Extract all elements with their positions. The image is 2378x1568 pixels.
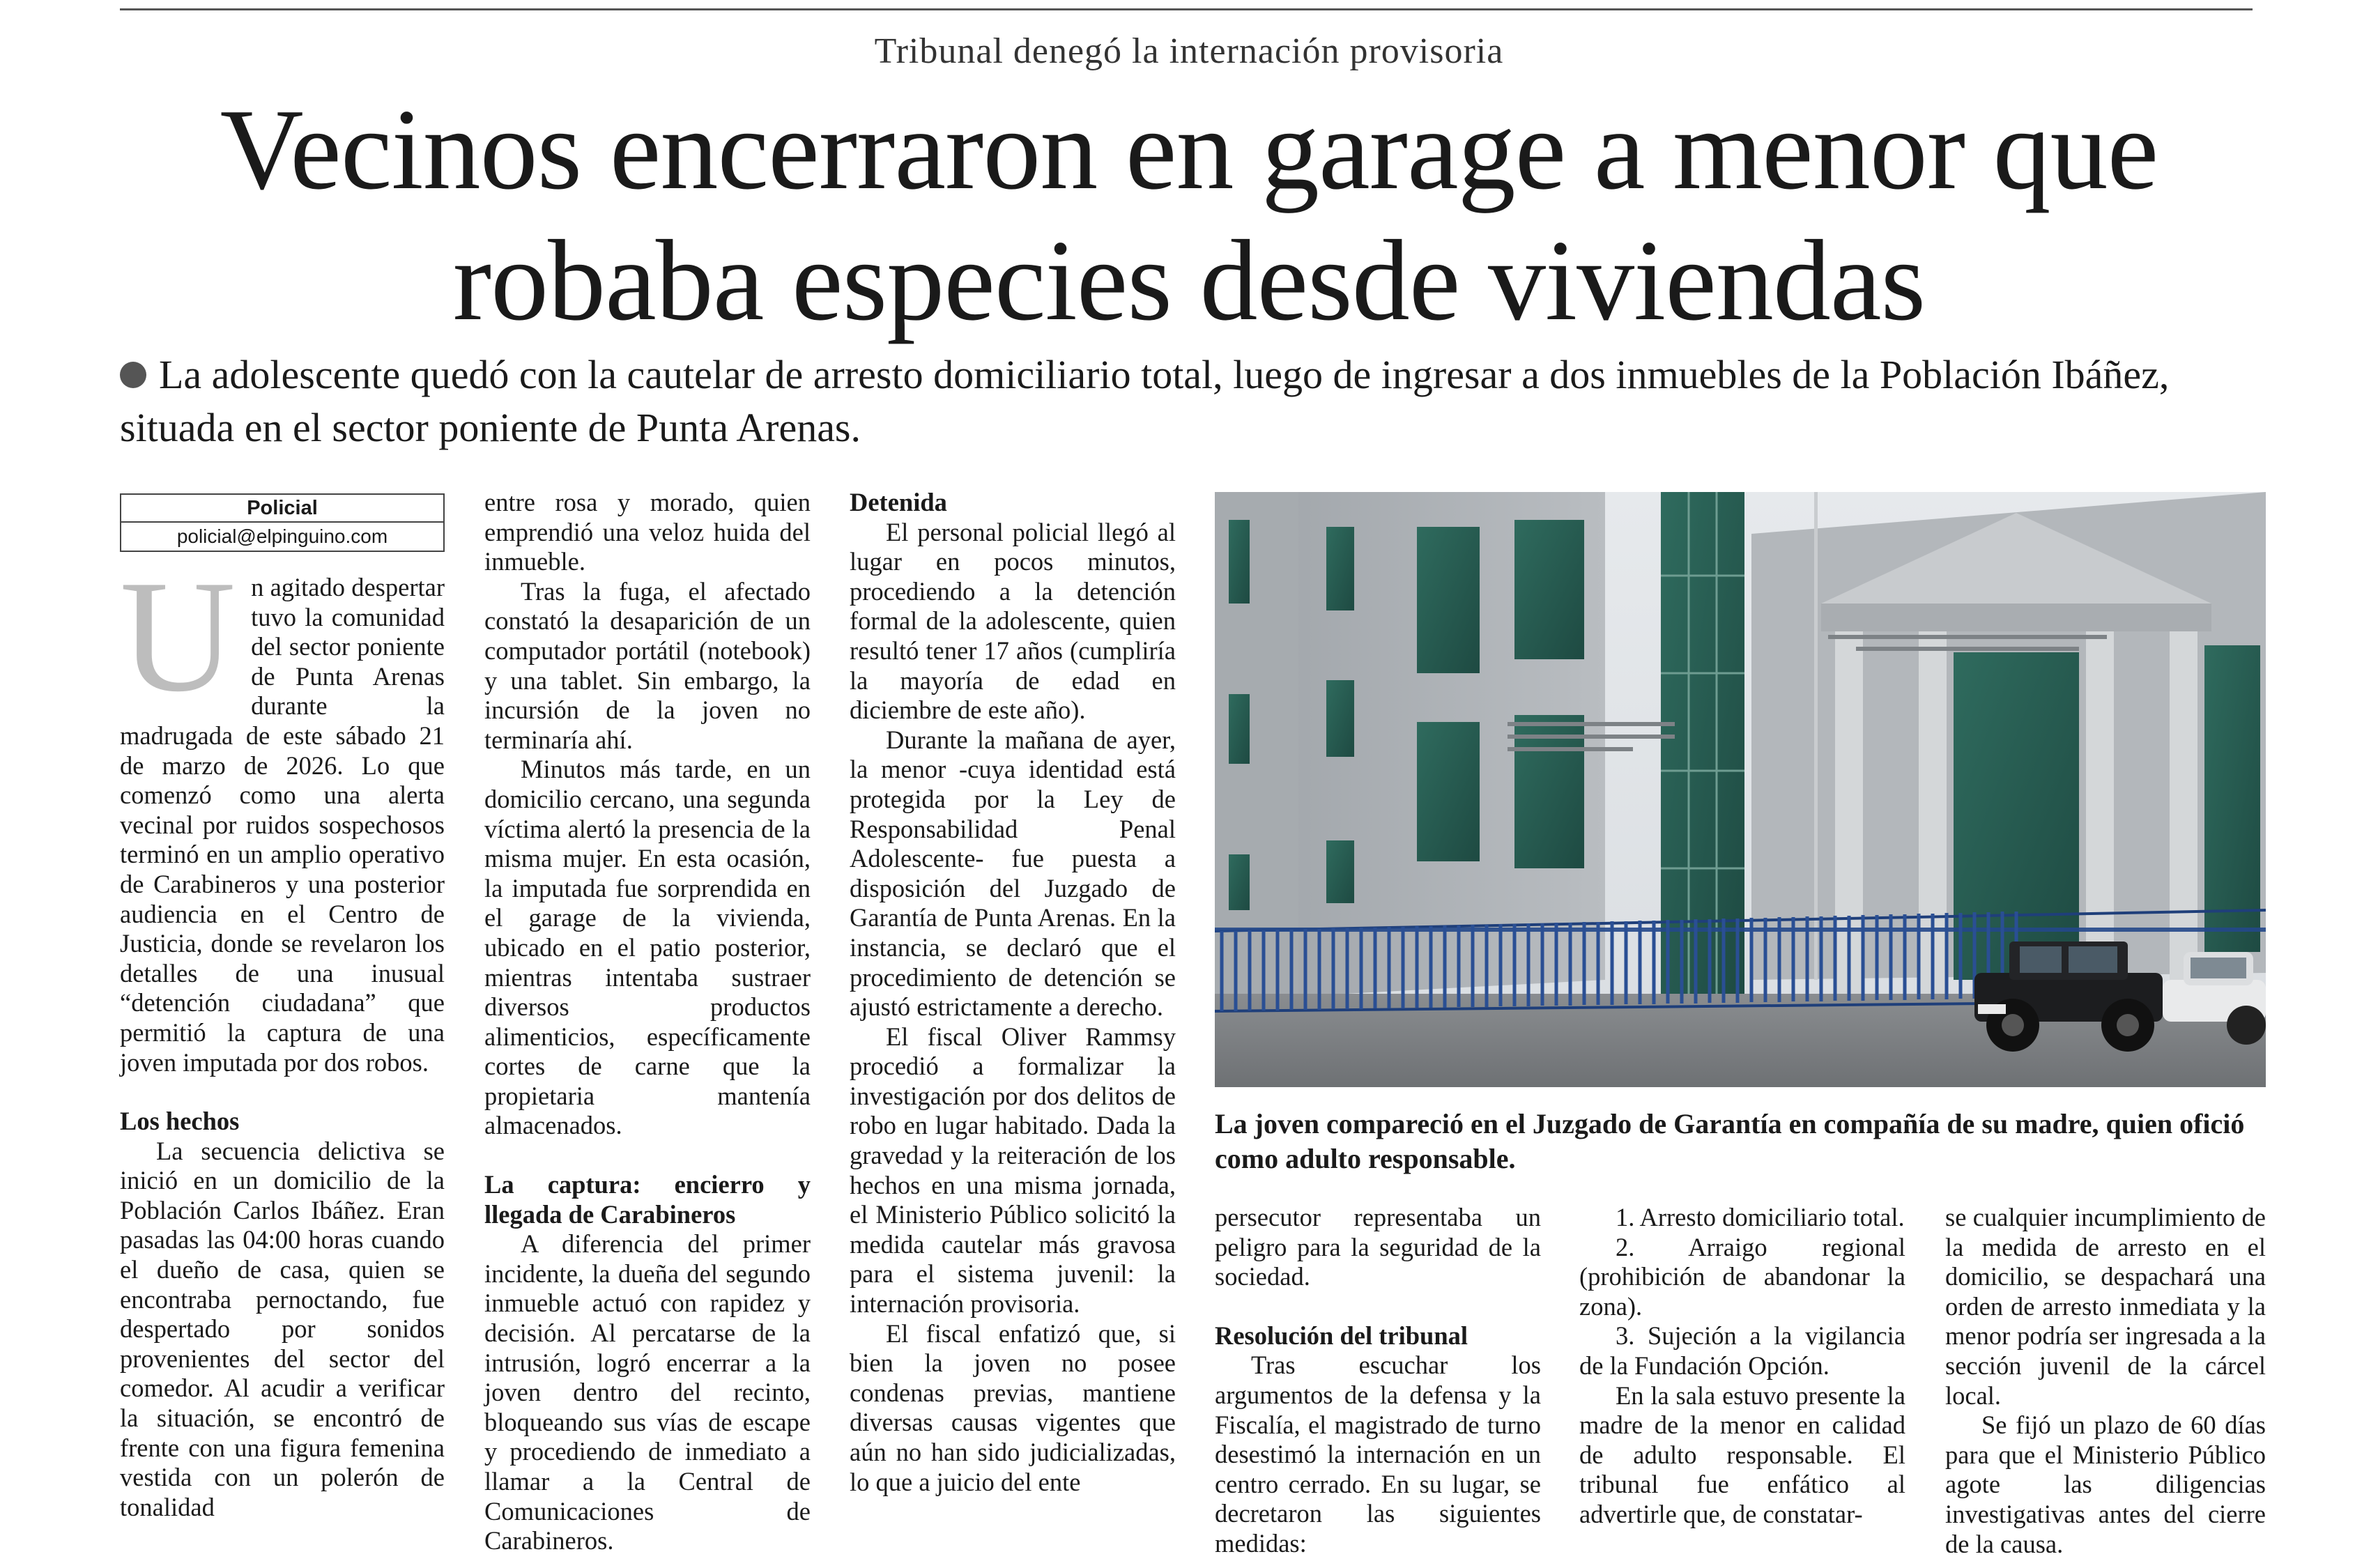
subhead-captura: La captura: encierro y llegada de Carabineros: [484, 1170, 811, 1229]
drop-cap: U: [120, 547, 236, 725]
subhead-resolucion: Resolución del tribunal: [1215, 1321, 1468, 1350]
bullet-icon: [120, 362, 146, 388]
paragraph-resolucion: Tras escuchar los argumentos de la defensa y la Fiscalía, el magistrado de turno desestimó la internación en un centro cerrado. En su lugar, se decretaron las siguientes medidas:: [1215, 1351, 1541, 1558]
kicker: Tribunal denegó la internación provisoria: [874, 31, 1504, 71]
subhead-detenida: Detenida: [850, 488, 947, 516]
paragraph-causas-cont: persecutor representaba un peligro para la seguridad de la sociedad.: [1215, 1203, 1541, 1291]
column-1: [120, 547, 445, 1522]
column-4: [1215, 1203, 1541, 1559]
paragraph-fiscal: El fiscal Oliver Rammsy procedió a formalizar la investigación por dos delitos de robo en lugar habitado. Dada la gravedad y la reiteración de los hechos en una misma jornada, el Ministerio Público solicitó la medida cautelar más gravosa para el sistema juvenil: la internación provisoria.: [850, 1022, 1176, 1319]
paragraph-plazo: Se fijó un plazo de 60 días para que el Ministerio Público agote las diligencias investigativas antes del cierre de la causa.: [1945, 1411, 2266, 1558]
paragraph-madre: En la sala estuvo presente la madre de la menor en calidad de adulto responsable. El tribunal fue enfático al advertirle que, de constatar-: [1579, 1381, 1905, 1528]
paragraph-causas: El fiscal enfatizó que, si bien la joven no posee condenas previas, mantiene diversas causas vigentes que aún no han sido judicializadas, lo que a juicio del ente: [850, 1319, 1176, 1496]
paragraph-madre-cont: se cualquier incumplimiento de la medida de arresto en el domicilio, se despachará una orden de arresto inmediata y la menor podría ser ingresada a la sección juvenil de la cárcel local.: [1945, 1203, 2266, 1410]
column-5: [1579, 1203, 1905, 1530]
paragraph-hechos: La secuencia delictiva se inició en un domicilio de la Población Carlos Ibáñez. Eran pasadas las 04:00 horas cuando el dueño de casa, quien se encontraba pernoctando, fue despertado por sonidos provenientes del sector del comedor. Al acudir a verificar la situación, se encontró de frente con una figura femenina vestida con un polerón de tonalidad: [120, 1136, 445, 1521]
measure-2: 2. Arraigo regional (prohibición de abandonar la zona).: [1579, 1232, 1905, 1321]
courthouse-photo: [1215, 492, 2266, 1087]
paragraph-fuga: Tras la fuga, el afectado constató la desaparición de un computador portátil (notebook) y una tablet. Sin embargo, la incursión de la joven no terminaría ahí.: [484, 576, 811, 754]
top-rule: [120, 8, 2253, 10]
paragraph-intro: n agitado despertar tuvo la comunidad del sector poniente de Punta Arenas durante la madrugada de este sábado 21 de marzo de 2026. Lo que comenzó como una alerta vecinal por ruidos sospechosos terminó en un amplio operativo de Carabineros y una posterior audiencia en el Centro de Justicia, donde se revelaron los detalles de una inusual “detención ciudadana” que permitió la captura de una joven imputada por dos robos.: [120, 573, 445, 1077]
measure-1: 1. Arresto domiciliario total.: [1616, 1203, 1905, 1231]
paragraph-captura: A diferencia del primer incidente, la dueña del segundo inmueble actuó con rapidez y decisión. Al percatarse de la intrusión, logró encerrar a la joven dentro del recinto, bloqueando sus vías de escape y procediendo de inmediato a llamar a la Central de Comunicaciones de Carabineros.: [484, 1229, 811, 1555]
lead-text: La adolescente quedó con la cautelar de arresto domiciliario total, luego de ingresar a dos inmuebles de la Población Ibáñez, situada en el sector poniente de Punta Arenas.: [120, 352, 2170, 450]
byline-box: [120, 493, 445, 552]
column-6: [1945, 1203, 2266, 1559]
paragraph-hechos-cont: entre rosa y morado, quien emprendió una veloz huida del inmueble.: [484, 488, 811, 576]
photo-caption: La joven compareció en el Juzgado de Garantía en compañía de su madre, quien ofició como adulto responsable.: [1215, 1108, 2245, 1174]
column-2: [484, 488, 811, 1556]
headline: Vecinos encerraron en garage a menor que robaba especies desde viviendas: [220, 85, 2158, 344]
byline-section: Policial: [121, 495, 443, 523]
subhead-hechos: Los hechos: [120, 1107, 240, 1136]
byline-email: policial@elpinguino.com: [176, 525, 388, 547]
measure-3: 3. Sujeción a la vigilancia de la Fundación Opción.: [1579, 1321, 1905, 1380]
paragraph-segunda-victima: Minutos más tarde, en un domicilio cercano, una segunda víctima alertó la presencia de la misma mujer. En esta ocasión, la imputada fue sorprendida en el garage de la vivienda, ubicado en el patio posterior, mientras intentaba sustraer diversos productos alimenticios, específicamente cortes de carne que la propietaria mantenía almacenados.: [484, 755, 811, 1140]
lead-paragraph: [120, 348, 2266, 454]
paragraph-juzgado: Durante la mañana de ayer, la menor -cuya identidad está protegida por la Ley de Responsabilidad Penal Adolescente- fue puesta a disposición del Juzgado de Garantía de Punta Arenas. En la instancia, se declaró que el procedimiento de detención se ajustó estrictamente a derecho.: [850, 725, 1176, 1022]
paragraph-detencion: El personal policial llegó al lugar en pocos minutos, procediendo a la detención formal de la adolescente, quien resultó tener 17 años (cumpliría la mayoría de edad en diciembre de este año).: [850, 517, 1176, 725]
column-3: [850, 488, 1176, 1497]
